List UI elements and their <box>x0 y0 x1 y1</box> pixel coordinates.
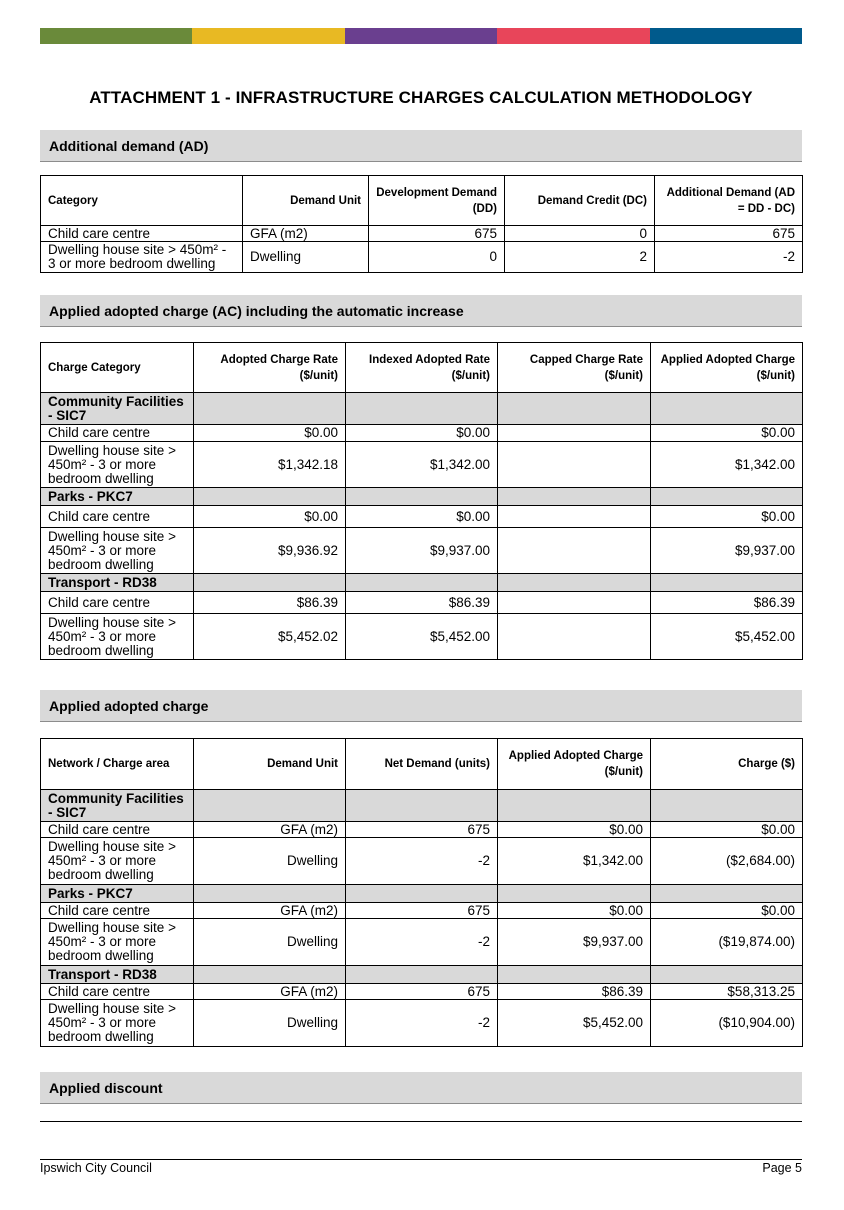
section-heading-applied-discount: Applied discount <box>40 1072 802 1104</box>
table-cell: $1,342.00 <box>498 838 651 885</box>
table-cell: $0.00 <box>498 903 651 919</box>
table-cell: -2 <box>346 1000 498 1047</box>
column-header: Capped Charge Rate ($/unit) <box>498 343 651 393</box>
column-header: Charge Category <box>41 343 194 393</box>
column-header: Charge ($) <box>651 739 803 790</box>
column-header: Applied Adopted Charge ($/unit) <box>498 739 651 790</box>
column-header: Network / Charge area <box>41 739 194 790</box>
table-row <box>41 838 803 885</box>
footer-page-number: Page 5 <box>762 1161 802 1175</box>
page-title: ATTACHMENT 1 - INFRASTRUCTURE CHARGES CALCULATION METHODOLOGY <box>89 88 753 107</box>
table-row <box>41 919 803 966</box>
table-cell <box>498 425 651 442</box>
group-label: Transport - RD38 <box>41 966 194 984</box>
table-cell: -2 <box>346 919 498 966</box>
group-label: Parks - PKC7 <box>41 488 194 506</box>
table-cell: Child care centre <box>41 984 194 1000</box>
color-segment-green <box>40 28 192 44</box>
table-row <box>41 614 803 660</box>
table-cell: GFA (m2) <box>194 903 346 919</box>
table-row <box>41 1000 803 1047</box>
column-header: Demand Credit (DC) <box>505 176 655 226</box>
table-cell: ($10,904.00) <box>651 1000 803 1047</box>
table-cell: Dwelling <box>194 919 346 966</box>
table-row <box>41 226 803 242</box>
table-cell: Child care centre <box>41 592 194 614</box>
table-cell: $0.00 <box>194 506 346 528</box>
table-cell: Dwelling house site > 450m² - 3 or more bedroom dwelling <box>41 528 194 574</box>
table-cell: $9,937.00 <box>346 528 498 574</box>
table-cell: $86.39 <box>194 592 346 614</box>
table-cell: $0.00 <box>651 506 803 528</box>
footer-organization: Ipswich City Council <box>40 1161 152 1175</box>
table-cell: 2 <box>505 242 655 273</box>
table-cell: Child care centre <box>41 506 194 528</box>
table-cell <box>498 506 651 528</box>
group-label: Community Facilities - SIC7 <box>41 790 194 822</box>
group-row <box>41 966 803 984</box>
table-cell: Child care centre <box>41 903 194 919</box>
applied-charge-table <box>40 738 803 1047</box>
table-row <box>41 506 803 528</box>
table-row <box>41 425 803 442</box>
column-header: Applied Adopted Charge ($/unit) <box>651 343 803 393</box>
table-cell: $0.00 <box>651 903 803 919</box>
table-cell: Dwelling house site > 450m² - 3 or more bedroom dwelling <box>41 1000 194 1047</box>
group-row <box>41 488 803 506</box>
table-cell: $5,452.00 <box>498 1000 651 1047</box>
group-label: Community Facilities - SIC7 <box>41 393 194 425</box>
table-cell: $5,452.02 <box>194 614 346 660</box>
additional-demand-table <box>40 175 803 273</box>
column-header: Demand Unit <box>243 176 369 226</box>
section-heading-applied-adopted-charge: Applied adopted charge <box>40 690 802 722</box>
table-cell: $5,452.00 <box>651 614 803 660</box>
footer-divider <box>40 1159 802 1160</box>
table-cell: Child care centre <box>41 822 194 838</box>
table-cell: GFA (m2) <box>194 984 346 1000</box>
table-row <box>41 592 803 614</box>
table-cell: 675 <box>346 984 498 1000</box>
section-heading-additional-demand: Additional demand (AD) <box>40 130 802 162</box>
table-cell: ($19,874.00) <box>651 919 803 966</box>
table-cell <box>498 442 651 488</box>
group-row <box>41 393 803 425</box>
table-cell: Dwelling <box>194 838 346 885</box>
table-cell: $9,937.00 <box>498 919 651 966</box>
color-segment-purple <box>345 28 497 44</box>
table-cell: GFA (m2) <box>243 226 369 242</box>
column-header: Development Demand (DD) <box>369 176 505 226</box>
table-cell: 0 <box>505 226 655 242</box>
table-cell: $0.00 <box>346 506 498 528</box>
table-cell: $1,342.00 <box>346 442 498 488</box>
table-cell <box>498 592 651 614</box>
column-header: Net Demand (units) <box>346 739 498 790</box>
table-cell: $9,936.92 <box>194 528 346 574</box>
table-row <box>41 822 803 838</box>
group-label: Transport - RD38 <box>41 574 194 592</box>
table-cell: $58,313.25 <box>651 984 803 1000</box>
column-header: Demand Unit <box>194 739 346 790</box>
table-cell: GFA (m2) <box>194 822 346 838</box>
table-cell: Child care centre <box>41 425 194 442</box>
table-cell: Dwelling house site > 450m² - 3 or more bedroom dwelling <box>41 838 194 885</box>
brand-color-bar <box>40 28 802 44</box>
table-cell: Dwelling <box>243 242 369 273</box>
table-row <box>41 242 803 273</box>
divider <box>40 1121 802 1122</box>
table-cell: 675 <box>346 903 498 919</box>
table-header-row <box>41 739 803 790</box>
column-header: Additional Demand (AD = DD - DC) <box>655 176 803 226</box>
table-cell: $0.00 <box>651 425 803 442</box>
table-cell: $0.00 <box>498 822 651 838</box>
table-cell <box>498 528 651 574</box>
table-cell: $86.39 <box>346 592 498 614</box>
table-cell: $1,342.18 <box>194 442 346 488</box>
group-row <box>41 885 803 903</box>
table-row <box>41 903 803 919</box>
table-cell: 675 <box>369 226 505 242</box>
table-cell: $86.39 <box>651 592 803 614</box>
color-segment-red <box>497 28 649 44</box>
table-cell: Dwelling house site > 450m² - 3 or more bedroom dwelling <box>41 442 194 488</box>
table-cell: Dwelling house site > 450m² - 3 or more bedroom dwelling <box>41 242 243 273</box>
table-row <box>41 984 803 1000</box>
table-cell: Child care centre <box>41 226 243 242</box>
table-cell: Dwelling house site > 450m² - 3 or more bedroom dwelling <box>41 919 194 966</box>
table-cell: $9,937.00 <box>651 528 803 574</box>
table-cell: -2 <box>655 242 803 273</box>
group-row <box>41 574 803 592</box>
adopted-charge-table <box>40 342 803 660</box>
color-segment-blue <box>650 28 802 44</box>
table-row <box>41 442 803 488</box>
table-cell: 675 <box>655 226 803 242</box>
table-row <box>41 528 803 574</box>
table-cell: $0.00 <box>194 425 346 442</box>
table-header-row <box>41 176 803 226</box>
table-cell: $1,342.00 <box>651 442 803 488</box>
group-row <box>41 790 803 822</box>
table-cell: -2 <box>346 838 498 885</box>
table-cell: 675 <box>346 822 498 838</box>
table-cell <box>498 614 651 660</box>
group-label: Parks - PKC7 <box>41 885 194 903</box>
table-cell: $0.00 <box>651 822 803 838</box>
column-header: Category <box>41 176 243 226</box>
color-segment-yellow <box>192 28 344 44</box>
section-heading-applied-adopted-charge-ac: Applied adopted charge (AC) including the automatic increase <box>40 295 802 327</box>
table-header-row <box>41 343 803 393</box>
table-cell: $86.39 <box>498 984 651 1000</box>
column-header: Indexed Adopted Rate ($/unit) <box>346 343 498 393</box>
table-cell: Dwelling house site > 450m² - 3 or more bedroom dwelling <box>41 614 194 660</box>
table-cell: $5,452.00 <box>346 614 498 660</box>
table-cell: Dwelling <box>194 1000 346 1047</box>
table-cell: $0.00 <box>346 425 498 442</box>
table-cell: ($2,684.00) <box>651 838 803 885</box>
table-cell: 0 <box>369 242 505 273</box>
column-header: Adopted Charge Rate ($/unit) <box>194 343 346 393</box>
